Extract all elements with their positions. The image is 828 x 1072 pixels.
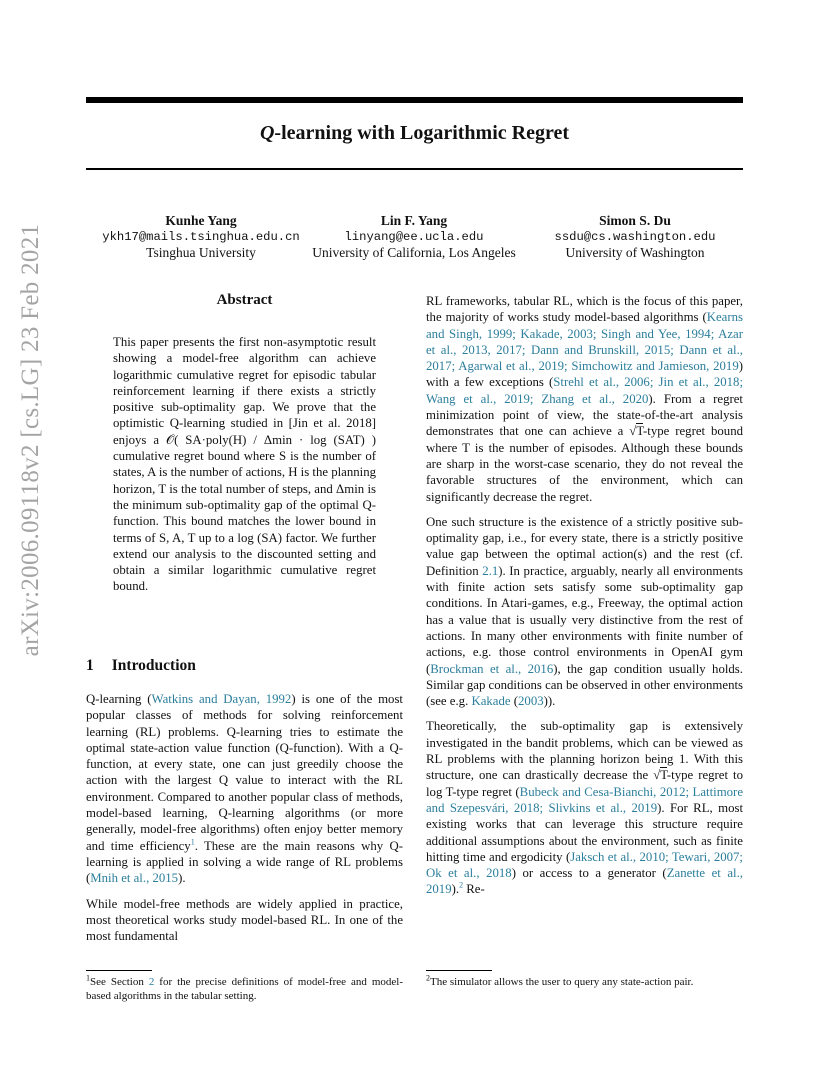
- citation-link[interactable]: Jaksch et al., 2010; Tewari, 2007; Ok et al., 2018: [426, 849, 743, 881]
- footnote-number: 1: [86, 973, 90, 983]
- paragraph: [426, 514, 743, 710]
- author-block: [300, 213, 528, 261]
- text-run: -type regret bound where T is the number of episodes. Although these bounds are sharp in the worst-case scenario, they do not reveal the favorable structures of the environment, which can significantly decrease the regret.: [426, 424, 743, 504]
- text-run: Q-learning (: [86, 692, 152, 706]
- text-run: (: [510, 694, 519, 709]
- citation-link[interactable]: Strehl et al., 2006; Jin et al., 2018; Wang et al., 2019; Zhang et al., 2020: [426, 375, 743, 406]
- section-title: Introduction: [111, 657, 196, 674]
- abstract-text: cumulative regret bound where S is the number of states, A is the number of actions, H is the planning horizon, T is the total number of steps, and Δmin is the minimum sub-optimality gap of the optimal Q-function. This bound matches the lower bound in terms of S, A, T up to a log (SA) factor. We further extend our analysis to the discounted setting and obtain a similar logarithmic cumulative regret bound.: [113, 449, 377, 594]
- arxiv-id-label: arXiv:2006.09118v2 [cs.LG] 23 Feb 2021: [17, 223, 44, 657]
- top-rule: [86, 97, 743, 103]
- left-column: [86, 691, 403, 953]
- text-run: Theoretically, the sub-optimality gap is extensively investigated in the bandit problems, which can be viewed as RL problems with the planning horizon being 1. With this structure, one can drastically decrease the: [426, 719, 743, 783]
- footnote: [86, 975, 403, 1003]
- text-run: Re-: [463, 882, 485, 897]
- citation-link[interactable]: Bubeck and Cesa-Bianchi, 2012; Lattimore and Szepesvári, 2018; Slivkins et al., 2019: [426, 784, 743, 815]
- right-column: [426, 293, 743, 907]
- section-heading: [86, 657, 196, 675]
- abstract-heading: Abstract: [216, 292, 273, 308]
- author-email: linyang@ee.ucla.edu: [344, 230, 484, 244]
- text-run: ). For RL, most existing works that can leverage this structure require additional assumptions about the environment, such as finite hitting time and ergodicity (: [426, 800, 743, 864]
- text-run: for the precise definitions of model-free and model-based algorithms in the tabular setting.: [86, 976, 403, 1002]
- author-affiliation: University of California, Los Angeles: [312, 245, 516, 260]
- abstract-body: [113, 334, 376, 595]
- footnote: [426, 975, 743, 989]
- author-block: [96, 213, 306, 261]
- paragraph: [86, 691, 403, 887]
- citation-link[interactable]: Brockman et al., 2016: [430, 661, 554, 676]
- text-run: See Section: [90, 976, 149, 988]
- citation-link[interactable]: Watkins and Dayan, 1992: [151, 692, 292, 706]
- citation-link[interactable]: Kearns and Singh, 1999; Kakade, 2003; Singh and Yee, 1994; Azar et al., 2013, 2017; Dann and Brunskill, 2015; Dann et al., 2017; Agarwal et al., 2019; Simchowitz and Jamieson, 2019: [426, 310, 743, 374]
- paragraph: Theoretically, the sub-optimality gap is extensively investigated in the bandit problems, which can be viewed as RL problems with the planning horizon being 1. With this structure, one can drastically decrease the √T-type regret to log T-type regret (Bubeck and Cesa-Bianchi, 2012; Lattimore and Szepesvári, 2018; Slivkins et al., 2019). For RL, most existing works that can leverage this structure require additional assumptions about the environment, such as finite hitting time and ergodicity (Jaksch et al., 2010; Tewari, 2007; Ok et al., 2018) or access to a generator (Zanette et al., 2019).$^2$ Re-: [426, 719, 743, 897]
- text-run: ). In practice, arguably, nearly all environments with finite action sets satisfy some sub-optimality gap conditions. In Atari-games, e.g., Freeway, the optimal action has a value that is usually very distinctive from the rest of actions. In many other environments with finite number of actions, e.g. those control environments in OpenAI gym (: [426, 563, 743, 676]
- citation-link[interactable]: Zanette et al., 2019: [426, 866, 743, 897]
- author-affiliation: Tsinghua University: [146, 245, 256, 260]
- author-block: [535, 213, 735, 261]
- text-run: ) with a few exceptions (: [426, 359, 743, 390]
- citation-link[interactable]: Kakade: [471, 694, 511, 709]
- text-run: The simulator allows the user to query any state-action pair.: [430, 976, 694, 988]
- paper-title: [86, 122, 743, 145]
- definition-link[interactable]: 2.1: [482, 563, 499, 578]
- text-run: ).: [451, 882, 460, 897]
- author-name: Kunhe Yang: [165, 213, 237, 228]
- text-run: ) or access to a generator (: [511, 866, 667, 881]
- section-number: 1: [86, 657, 94, 674]
- paragraph: RL frameworks, tabular RL, which is the focus of this paper, the majority of works study model-based algorithms (Kearns and Singh, 1999; Kakade, 2003; Singh and Yee, 1994; Azar et al., 2013, 2017; Dann and Brunskill, 2015; Dann et al., 2017; Agarwal et al., 2019; Simchowitz and Jamieson, 2019) with a few exceptions (Strehl et al., 2006; Jin et al., 2018; Wang et al., 2019; Zhang et al., 2020). From a regret minimization point of view, the state-of-the-art analysis demonstrates that one can achieve a √T-type regret bound where T is the number of episodes. Although these bounds are sharp in the worst-case scenario, they do not reveal the favorable structures of the environment, which can significantly decrease the regret.: [426, 294, 743, 504]
- author-email: ssdu@cs.washington.edu: [554, 230, 716, 244]
- author-name: Lin F. Yang: [380, 213, 448, 228]
- text-run: RL frameworks, tabular RL, which is the focus of this paper, the majority of works study model-based algorithms (: [426, 294, 743, 325]
- text-run: One such structure is the existence of a strictly positive sub-optimality gap, i.e., for every state, there is a strictly positive value gap between the optimal action(s) and the rest (cf. Definition: [426, 514, 743, 578]
- footnote-marker[interactable]: 1: [190, 837, 195, 847]
- author-affiliation: University of Washington: [565, 245, 705, 260]
- author-email: ykh17@mails.tsinghua.edu.cn: [102, 230, 300, 244]
- text-run: ) is one of the most popular classes of methods for solving reinforcement learning (RL) problems. Q-learning tries to estimate the optimal state-action value function (Q-function). With a Q-function, at every state, one can just greedily choose the action with the largest Q value to interact with the RL environment. Compared to another popular class of methods, model-based learning, Q-learning algorithms (or more generally, model-free algorithms) often enjoy better memory and time efficiency: [86, 692, 403, 853]
- sqrt-t: T: [660, 768, 667, 783]
- citation-link[interactable]: 2003: [518, 694, 544, 709]
- abstract-text: This paper presents the first non-asymptotic result showing a model-free algorithm can achieve logarithmic cumulative regret for episodic tabular reinforcement learning if there exists a strictly positive sub-optimality gap. We prove that the optimistic Q-learning studied in [Jin et al. 2018] enjoys a: [113, 335, 376, 447]
- sqrt-t: T: [636, 424, 643, 439]
- footnote-rule: [86, 970, 152, 971]
- text-run: ), the gap condition usually holds. Similar gap conditions can be observed in other environments (see e.g.: [426, 661, 744, 709]
- title-q: Q: [259, 122, 275, 144]
- paragraph: [86, 896, 403, 945]
- text-run: ).: [178, 871, 186, 886]
- text-run: )).: [543, 694, 556, 709]
- arxiv-side-stamp: [8, 160, 54, 720]
- text-run: -type regret to log T-type regret (: [426, 768, 743, 799]
- footnote-number: 2: [426, 973, 430, 983]
- text-run: While model-free methods are widely applied in practice, most theoretical works study model-based RL. In one of the most fundamental: [86, 896, 403, 944]
- author-name: Simon S. Du: [599, 213, 671, 228]
- footnote-rule: [426, 970, 492, 971]
- title-rule: [86, 168, 743, 170]
- footnote-marker[interactable]: 2: [459, 881, 464, 891]
- title-text: -learning with Logarithmic Regret: [274, 122, 570, 144]
- regret-formula: 𝒪( SA·poly(H) / Δmin · log (SAT) ): [166, 432, 377, 447]
- text-run: ). From a regret minimization point of view, the state-of-the-art analysis demonstrates that one can achieve a: [426, 391, 743, 439]
- text-run: . These are the main reasons why Q-learning is applied in solving a wide range of RL problems (: [86, 838, 403, 886]
- citation-link[interactable]: Mnih et al., 2015: [90, 871, 179, 886]
- section-link[interactable]: 2: [148, 976, 155, 988]
